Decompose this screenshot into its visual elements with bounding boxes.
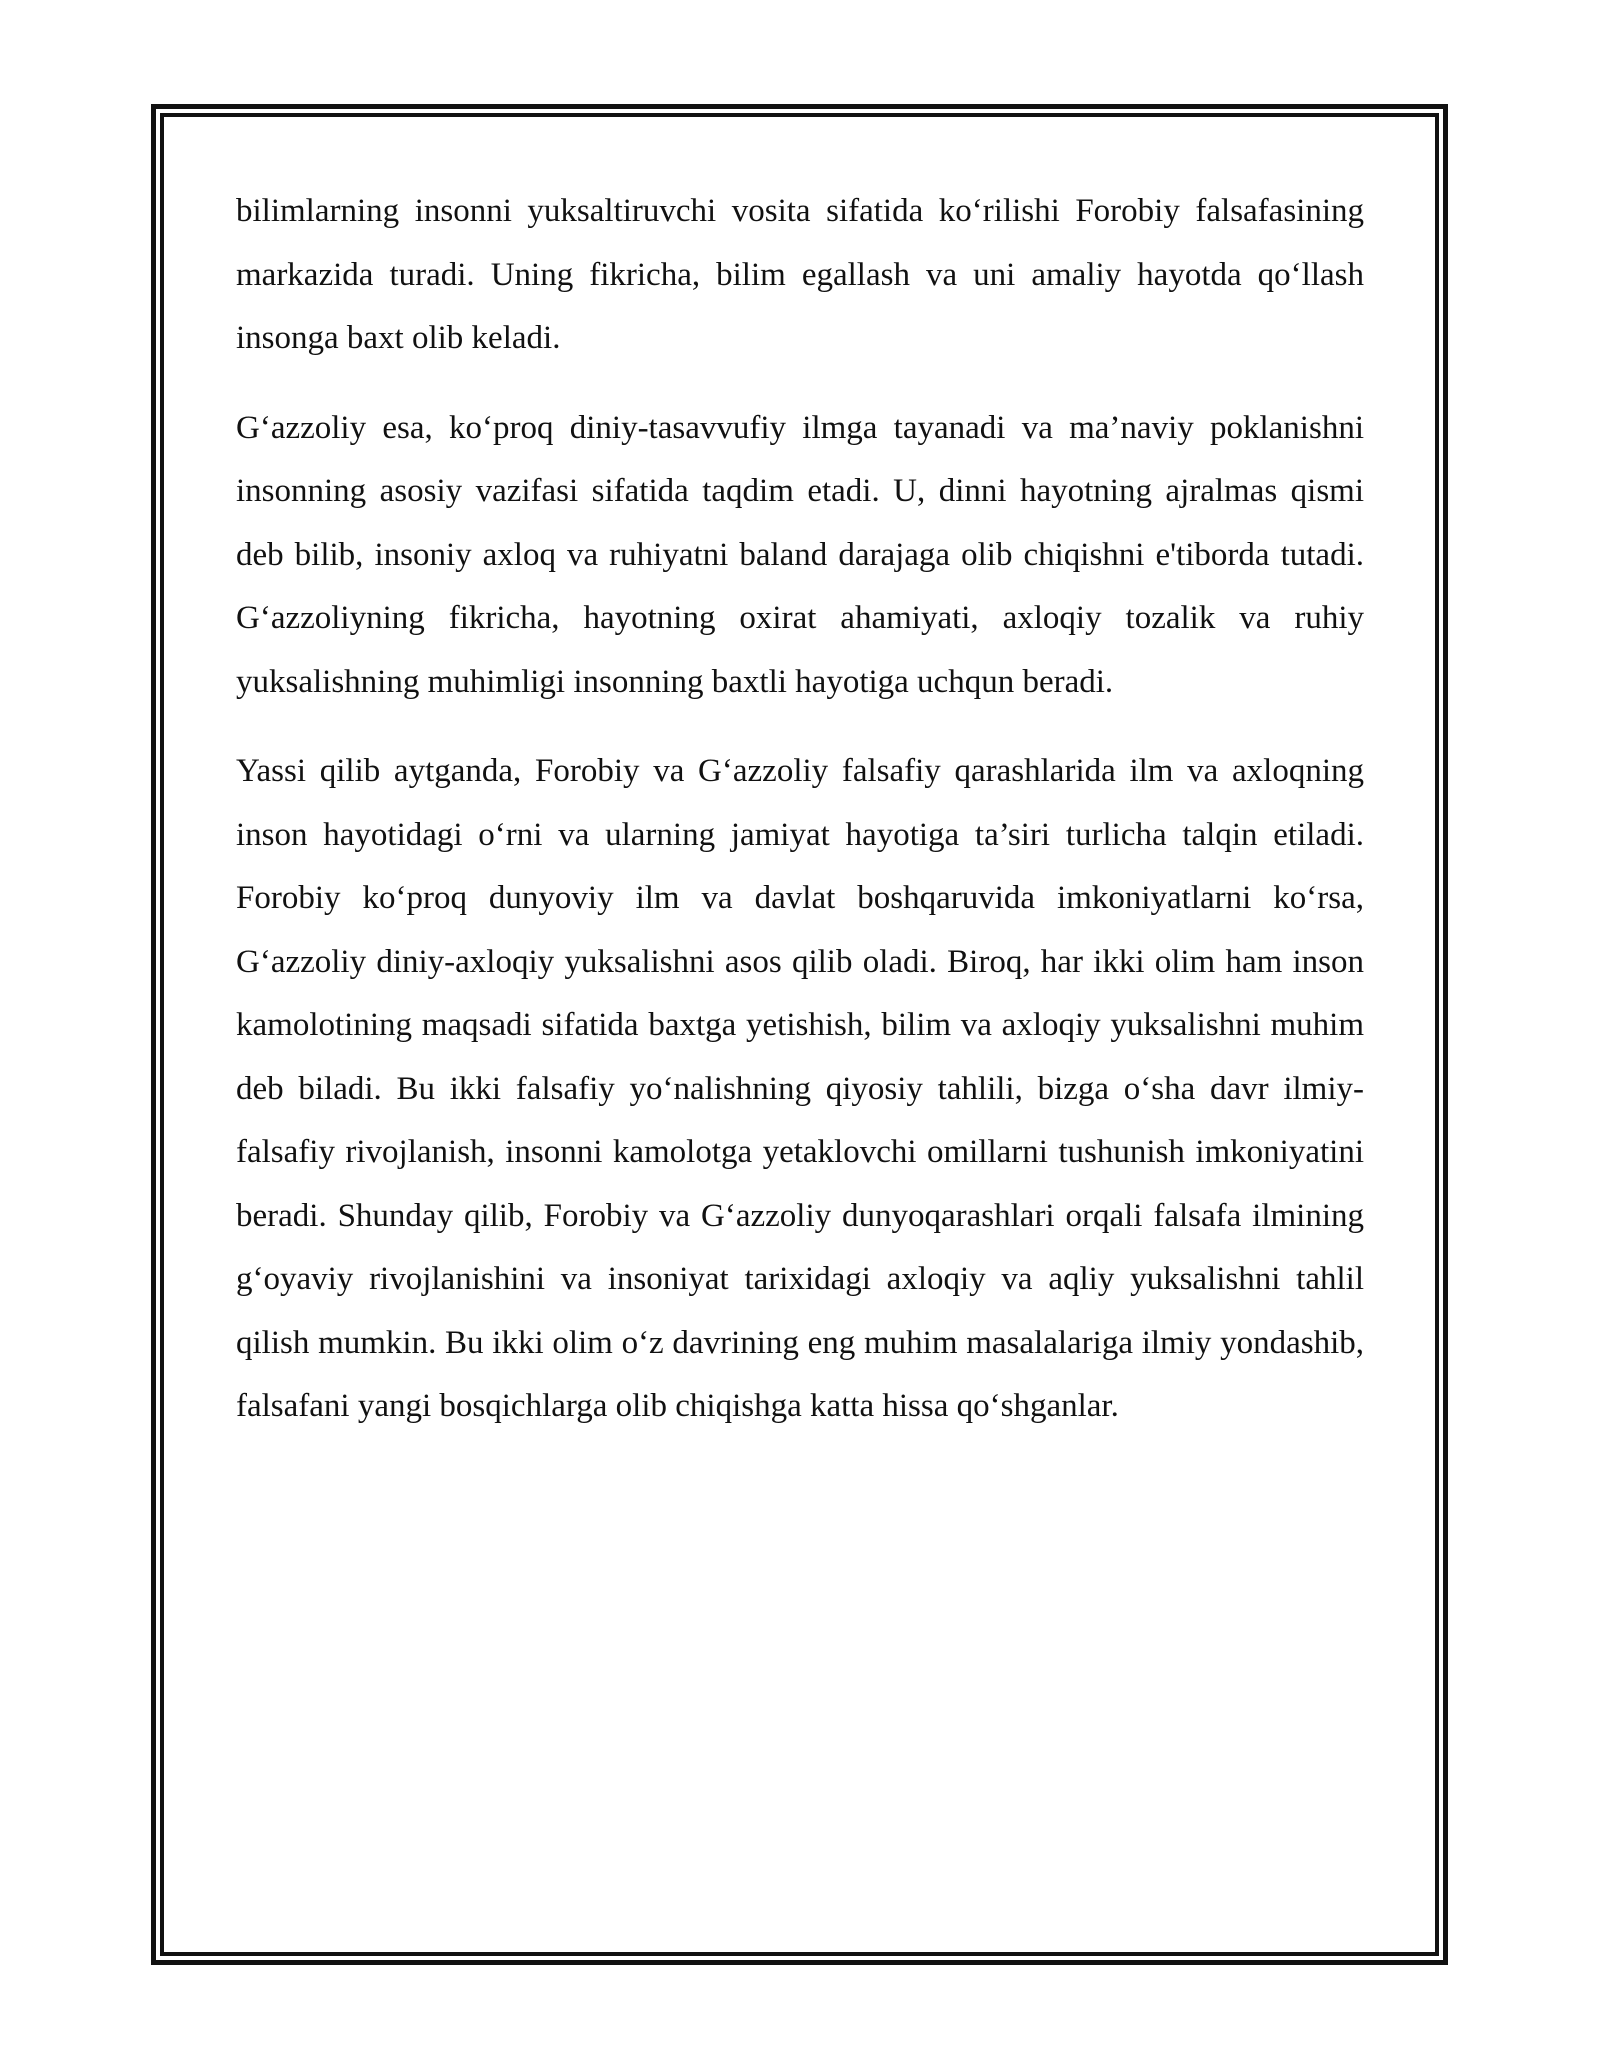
- document-body: [236, 180, 1364, 1465]
- paragraph-1: bilimlarning insonni yuksaltiruvchi vosita sifatida ko‘rilishi Forobiy falsafasining markazida turadi. Uning fikricha, bilim egallash va uni amaliy hayotda qo‘llash insonga baxt olib keladi.: [236, 193, 1364, 356]
- paragraph-2: G‘azzoliy esa, ko‘proq diniy-tasavvufiy ilmga tayanadi va ma’naviy poklanishni insonning asosiy vazifasi sifatida taqdim etadi. U, dinni hayotning ajralmas qismi deb bilib, insoniy axloq va ruhiyatni baland darajaga olib chiqishni e'tiborda tutadi. G‘azzoliyning fikricha, hayotning oxirat ahamiyati, axloqiy tozalik va ruhiy yuksalishning muhimligi insonning baxtli hayotiga uchqun beradi.: [236, 409, 1364, 700]
- paragraph-3: Yassi qilib aytganda, Forobiy va G‘azzoliy falsafiy qarashlarida ilm va axloqning inson hayotidagi o‘rni va ularning jamiyat hayotiga ta’siri turlicha talqin etiladi. Forobiy ko‘proq dunyoviy ilm va davlat boshqaruvida imkoniyatlarni ko‘rsa, G‘azzoliy diniy-axloqiy yuksalishni asos qilib oladi. Biroq, har ikki olim ham inson kamolotining maqsadi sifatida baxtga yetishish, bilim va axloqiy yuksalishni muhim deb biladi. Bu ikki falsafiy yo‘nalishning qiyosiy tahlili, bizga o‘sha davr ilmiy-falsafiy rivojlanish, insonni kamolotga yetaklovchi omillarni tushunish imkoniyatini beradi. Shunday qilib, Forobiy va G‘azzoliy dunyoqarashlari orqali falsafa ilmining g‘oyaviy rivojlanishini va insoniyat tarixidagi axloqiy va aqliy yuksalishni tahlil qilish mumkin. Bu ikki olim o‘z davrining eng muhim masalalariga ilmiy yondashib, falsafani yangi bosqichlarga olib chiqishga katta hissa qo‘shganlar.: [236, 753, 1364, 1424]
